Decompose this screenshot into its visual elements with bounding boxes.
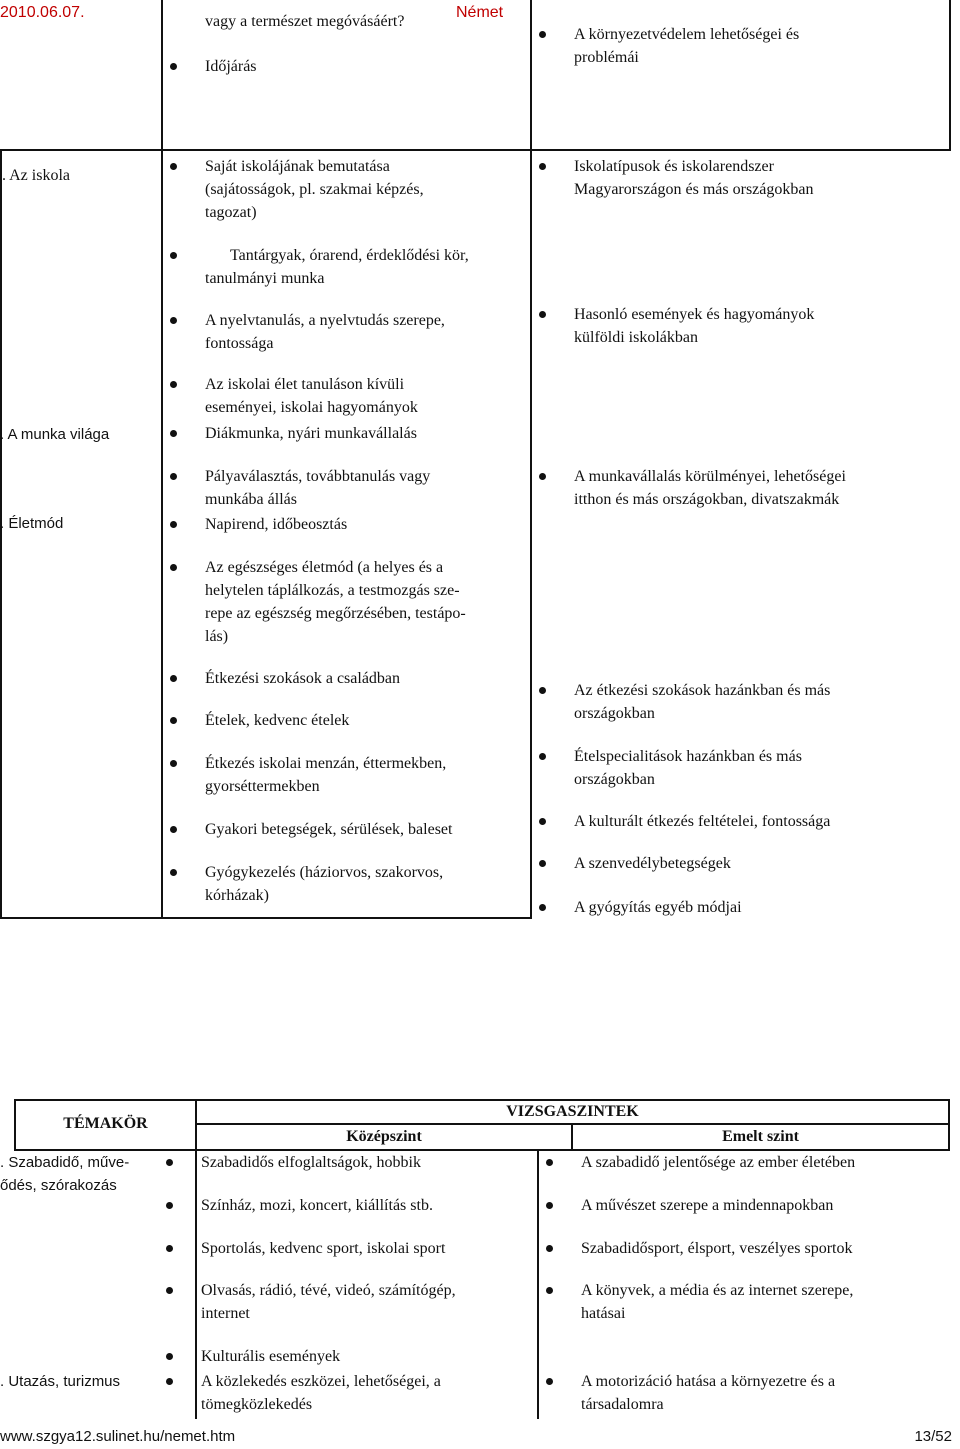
header-kozepszint: Középszint (346, 1128, 422, 1145)
bullet-icon (170, 675, 177, 682)
bullet-icon (170, 564, 177, 571)
bullet-icon (170, 163, 177, 170)
bullet-icon (166, 1378, 173, 1385)
header-temakor: TÉMAKÖR (63, 1115, 148, 1132)
table1-divider-left (161, 0, 163, 919)
footer-url[interactable]: www.szgya12.sulinet.hu/nemet.htm (0, 1428, 236, 1445)
bullet-icon (170, 381, 177, 388)
table1-border-right (949, 0, 951, 150)
bullet-icon (170, 63, 177, 70)
topic-utazas: . Utazás, turizmus (0, 1373, 121, 1390)
bullet-icon (539, 904, 546, 911)
bullet-icon (170, 430, 177, 437)
bullet-icon (170, 473, 177, 480)
bullet-icon (539, 818, 546, 825)
bullet-icon (166, 1202, 173, 1209)
topic-szabadido: . Szabadidő, műve- ődés, szórakozás (0, 1154, 130, 1194)
bullet-icon (166, 1159, 173, 1166)
table2-divider-right (537, 1151, 539, 1419)
bullet-icon (170, 521, 177, 528)
bullet-icon (166, 1353, 173, 1360)
bullet-icon (539, 31, 546, 38)
bullet-icon (546, 1245, 553, 1252)
left-item-partial: vagy a természet megóvásáért? (205, 13, 405, 30)
topic-munka: . A munka világa (0, 426, 110, 443)
bullet-icon (539, 473, 546, 480)
bullet-icon (166, 1245, 173, 1252)
bullet-icon (546, 1287, 553, 1294)
bullet-icon (539, 687, 546, 694)
topic-iskola: . Az iskola (2, 167, 70, 184)
table1-row-separator (0, 149, 951, 151)
bullet-icon (546, 1378, 553, 1385)
header-date: 2010.06.07. (0, 4, 85, 21)
header-emelt: Emelt szint (722, 1128, 799, 1145)
bullet-icon (170, 252, 177, 259)
bullet-icon (539, 311, 546, 318)
bullet-icon (170, 717, 177, 724)
bullet-icon (170, 760, 177, 767)
table2-border-right (948, 1099, 950, 1151)
bullet-icon (539, 163, 546, 170)
header-title: Német (456, 4, 504, 21)
bullet-icon (170, 869, 177, 876)
header-vizsgaszintek: VIZSGASZINTEK (506, 1103, 639, 1120)
bullet-icon (166, 1287, 173, 1294)
bullet-icon (170, 317, 177, 324)
footer-page-number: 13/52 (914, 1428, 952, 1445)
bullet-icon (539, 860, 546, 867)
bullet-icon (546, 1202, 553, 1209)
bullet-icon (170, 826, 177, 833)
topic-eletmod: . Életmód (0, 515, 64, 532)
bullet-icon (539, 753, 546, 760)
bullet-icon (546, 1159, 553, 1166)
table1-divider-right (530, 0, 532, 919)
table1-bottom-border (0, 917, 532, 919)
